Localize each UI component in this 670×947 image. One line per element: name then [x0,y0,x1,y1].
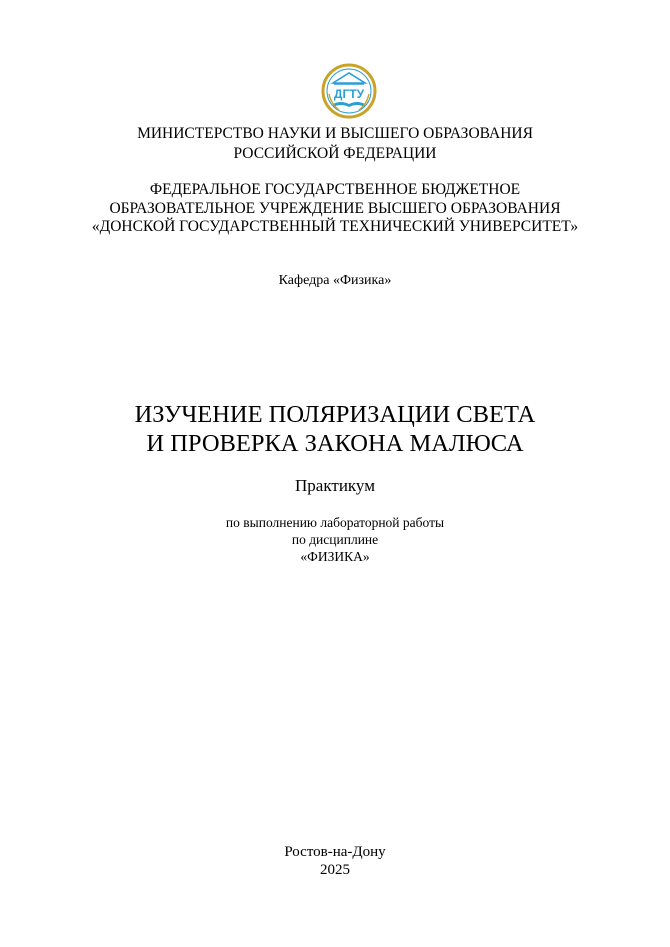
ministry-line-1: МИНИСТЕРСТВО НАУКИ И ВЫСШЕГО ОБРАЗОВАНИЯ [137,125,533,142]
year-label: 2025 [320,862,350,878]
department-label: Кафедра «Физика» [278,273,392,288]
institution-line-1: ФЕДЕРАЛЬНОЕ ГОСУДАРСТВЕННОЕ БЮДЖЕТНОЕ [149,181,521,198]
purpose-line-1: по выполнению лабораторной работы [225,515,445,530]
emblem-text: ДГТУ [333,87,365,101]
ministry-line-2: РОССИЙСКОЙ ФЕДЕРАЦИИ [233,145,437,162]
title-line-2: И ПРОВЕРКА ЗАКОНА МАЛЮСА [146,430,524,457]
discipline-name: «ФИЗИКА» [300,549,370,564]
purpose-line-2: по дисциплине [291,532,379,547]
title-line-1: ИЗУЧЕНИЕ ПОЛЯРИЗАЦИИ СВЕТА [134,401,536,428]
document-type: Практикум [295,476,375,495]
institution-line-2: ОБРАЗОВАТЕЛЬНОЕ УЧРЕЖДЕНИЕ ВЫСШЕГО ОБРАЗОВАНИЯ [109,200,561,217]
institution-line-3: «ДОНСКОЙ ГОСУДАРСТВЕННЫЙ ТЕХНИЧЕСКИЙ УНИВЕРСИТЕТ» [91,218,579,235]
city-label: Ростов-на-Дону [284,844,386,860]
university-emblem-icon [320,60,378,122]
